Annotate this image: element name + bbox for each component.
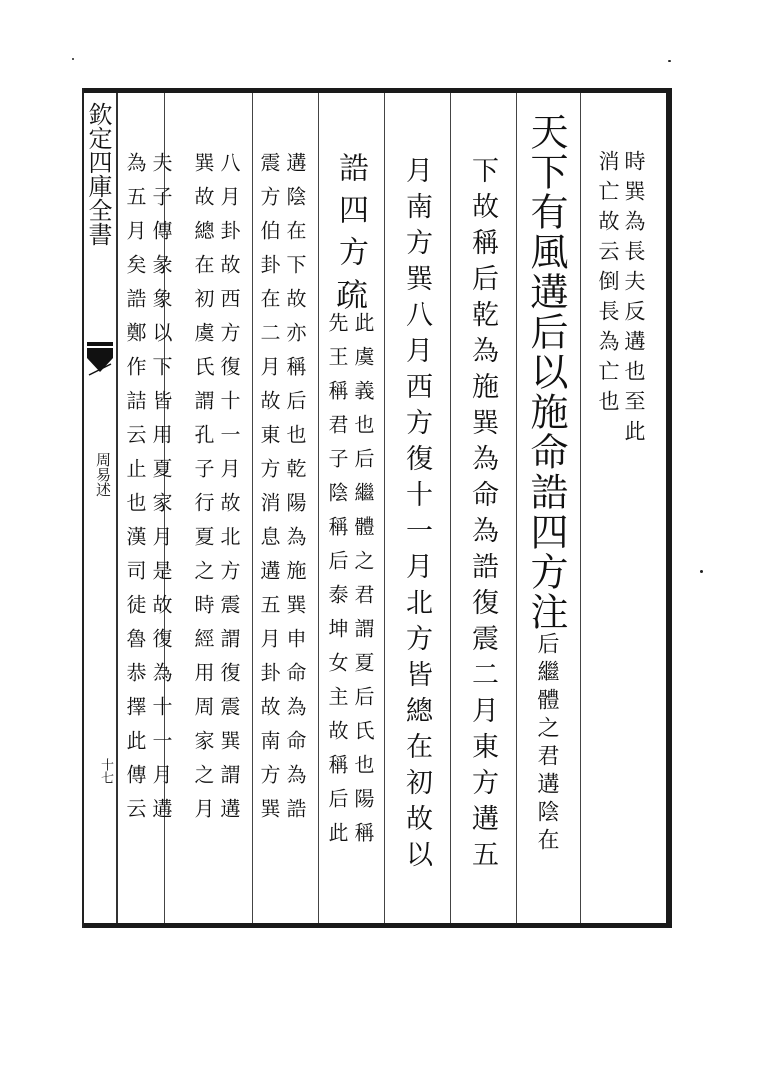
column-line: 巽故總在初虞氏謂孔子行夏之時經用周家之月 [191,152,215,832]
text-column-7a [218,152,240,912]
text-column-4 [397,156,435,916]
column-line: 為五月矣誥鄭作詰云止也漢司徒魯恭擇此傳云 [123,152,147,832]
text-column-6a [284,152,306,912]
column-line: 遘陰在下故亦稱后也乾陽為施巽申命為命為誥 [283,152,307,832]
column-line: 消亡故云倒長為亡也 [596,150,620,420]
text-column-5-note-b [326,312,348,1072]
section-label: 疏 [331,278,369,322]
column-rule [384,93,385,923]
column-rule [580,93,581,923]
column-line: 八月卦故西方復十一月故北方震謂復震巽謂遘 [217,152,241,832]
column-line: 震方伯卦在二月故東方消息遘五月卦故南方巽 [257,152,281,832]
column-line: 夫子傳彖象以下皆用夏家月是故復為十一月遘 [149,152,173,832]
scan-speck [72,58,74,60]
annotation-text: 此虞義也后繼體之君謂夏后氏也陽稱 [351,312,375,856]
text-column-8a [150,152,172,912]
column-line: 下故稱后乾為施巽為命為誥復震二月東方遘五 [467,156,498,876]
text-column-1b [596,150,620,910]
text-column-2 [526,112,566,872]
text-column-1a [622,150,646,910]
text-column-3 [463,156,501,916]
column-rule [450,93,451,923]
text-column-6b [258,152,280,912]
text-column-5-note-a [352,312,374,1072]
page-number: 十七 [98,758,113,784]
annotation-text: 先王稱君子陰稱后泰坤女主故稱后此 [325,312,349,856]
column-rule [318,93,319,923]
scan-speck [700,570,703,573]
main-text: 天下有風遘后以施命誥四方注 [524,112,568,632]
page-margin [84,96,116,916]
text-column-8b [124,152,146,912]
margin-divider-rule [116,93,118,923]
main-text: 誥四方 [333,152,368,278]
book-title: 周易述 [94,452,112,497]
annotation-text: 后繼體之君遘陰在 [534,632,559,856]
fishtail-mark-icon [86,342,114,376]
column-rule [252,93,253,923]
column-rule [516,93,517,923]
collection-title: 欽定四庫全書 [84,102,112,246]
column-line: 月南方巽八月西方復十一月北方皆總在初故以 [401,156,432,876]
column-line: 時巽為長夫反遘也至此 [622,150,646,450]
scan-speck [668,60,671,62]
text-column-7b [192,152,214,912]
